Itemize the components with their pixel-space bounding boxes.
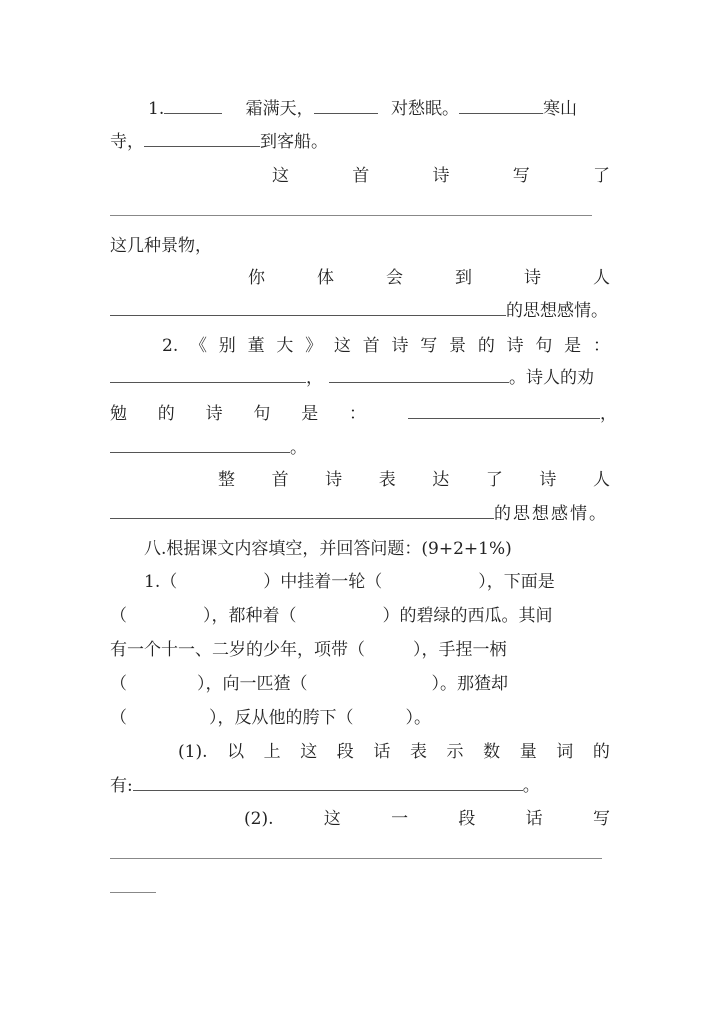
sec8-line-3 [110, 634, 610, 666]
sec8-text: ）中挂着一轮（ [263, 572, 383, 592]
char: 表 [409, 742, 427, 762]
blank[interactable] [144, 126, 260, 147]
sec8-line-2 [110, 600, 610, 632]
char: 勉 [110, 404, 127, 424]
char: 诗 [325, 470, 343, 490]
char: 你 [248, 268, 265, 288]
char: 上 [263, 742, 281, 762]
q1-text: 霜满天， [245, 99, 314, 119]
answer-line[interactable] [110, 215, 592, 216]
sec8-line-4 [110, 668, 610, 700]
char: 人 [592, 470, 610, 490]
char: ： [348, 404, 366, 424]
q1-line-2 [110, 126, 610, 158]
char: 这 [333, 336, 351, 356]
q2-text: 。诗人的劝 [509, 368, 594, 388]
char: 了 [593, 166, 610, 186]
char: 整 [218, 470, 235, 490]
char: 表 [378, 470, 396, 490]
sec8-sub1-answer [110, 770, 610, 802]
q1-text: 到客船。 [260, 132, 328, 152]
q1-text: 对愁眠。 [391, 99, 460, 119]
char: 段 [458, 809, 476, 829]
char: 人 [593, 268, 610, 288]
char: 》 [305, 336, 323, 356]
sec8-text: 1.（ [144, 572, 178, 592]
q2-line-4 [110, 432, 610, 464]
blank[interactable] [110, 432, 290, 453]
q2-whole-prompt [218, 464, 610, 496]
q1-text: 寺， [110, 132, 144, 152]
sec8-line-5 [110, 702, 610, 734]
char: 句 [535, 336, 553, 356]
char: 的 [157, 404, 175, 424]
answer-line[interactable] [110, 892, 156, 893]
q1-feel-answer [110, 295, 610, 327]
char: 这 [323, 809, 341, 829]
char: 诗 [391, 336, 409, 356]
char: 量 [519, 742, 537, 762]
sec8-text: ），都种着（ [203, 606, 297, 626]
char: 《 [190, 336, 208, 356]
blank[interactable] [133, 770, 523, 791]
sec8-text: ），下面是 [478, 572, 555, 592]
blank[interactable] [110, 498, 494, 519]
char: 写 [592, 809, 610, 829]
char: (1). [178, 742, 208, 762]
sec8-text: 有一个十一、二岁的少年，项带（ [110, 640, 365, 660]
blank[interactable] [110, 295, 506, 316]
char: 首 [362, 336, 380, 356]
char: (2). [244, 809, 274, 829]
char: 段 [336, 742, 354, 762]
q1-objects: 这几种景物， [110, 236, 212, 256]
q1-text: 寒山 [543, 99, 578, 119]
char: 示 [446, 742, 464, 762]
blank[interactable] [110, 362, 306, 383]
char: 词 [556, 742, 574, 762]
char: 别 [218, 336, 236, 356]
blank[interactable] [164, 93, 222, 114]
blank[interactable] [459, 93, 543, 114]
sec8-text: 。 [522, 776, 540, 796]
char: 以 [227, 742, 245, 762]
char: 话 [525, 809, 543, 829]
char: 诗 [524, 268, 541, 288]
q2-text: ， [600, 404, 617, 424]
q2-prompt [162, 330, 610, 362]
char: 董 [247, 336, 265, 356]
sec8-text: （ [110, 606, 127, 626]
sec8-line-1 [110, 566, 610, 598]
q1-number: 1. [148, 99, 165, 119]
q2-text: ， [306, 368, 323, 388]
char: 话 [373, 742, 391, 762]
sec8-text: （ [110, 674, 127, 694]
q1-text: 的思想感情。 [506, 301, 608, 321]
q2-text: 的思想感情。 [494, 504, 608, 524]
char: 达 [432, 470, 450, 490]
char: 的 [477, 336, 495, 356]
char: 到 [455, 268, 472, 288]
char: 写 [512, 166, 530, 186]
sec8-sub1-prompt [178, 736, 610, 768]
char: 句 [253, 404, 271, 424]
char: 2. [162, 336, 179, 356]
char: 体 [317, 268, 334, 288]
blank[interactable] [329, 362, 509, 383]
q2-text: 。 [290, 438, 307, 458]
char: 大 [276, 336, 294, 356]
sec8-text: ），向一匹猹（ [197, 674, 308, 694]
char: 诗 [539, 470, 557, 490]
char: 是 [301, 404, 319, 424]
sec8-text: ）。那猹却 [431, 674, 508, 694]
blank[interactable] [408, 398, 600, 419]
q1-feel-prompt [248, 262, 610, 294]
char: 数 [483, 742, 501, 762]
char: 一 [391, 809, 409, 829]
char: 的 [592, 742, 610, 762]
blank[interactable] [314, 93, 378, 114]
char: 写 [420, 336, 438, 356]
char: 首 [352, 166, 370, 186]
q2-whole-answer [110, 498, 610, 530]
sec8-text: ），反从他的胯下（ [209, 708, 354, 728]
char: 了 [485, 470, 503, 490]
char: 诗 [205, 404, 223, 424]
char: ： [592, 336, 610, 356]
q1-line-1 [110, 93, 610, 125]
char: 会 [386, 268, 403, 288]
char: 诗 [506, 336, 524, 356]
sec8-text: ）的碧绿的西瓜。其间 [382, 606, 553, 626]
section-8-title: 八.根据课文内容填空，并回答问题：(9+2+1%) [144, 539, 512, 559]
char: 诗 [432, 166, 450, 186]
sec8-text: ），手捏一柄 [413, 640, 507, 660]
char: 景 [449, 336, 467, 356]
sec8-text: ）。 [405, 708, 431, 728]
char: 这 [300, 742, 318, 762]
sec8-sub2-prompt [244, 803, 610, 835]
char: 这 [272, 166, 289, 186]
char: 首 [271, 470, 289, 490]
q2-line-2 [110, 362, 610, 394]
sec8-text: （ [110, 708, 127, 728]
answer-line[interactable] [110, 858, 602, 859]
q1-prompt [272, 160, 610, 192]
char: 是 [564, 336, 582, 356]
q2-line-3 [110, 398, 617, 430]
sec8-text: 有: [110, 776, 133, 796]
